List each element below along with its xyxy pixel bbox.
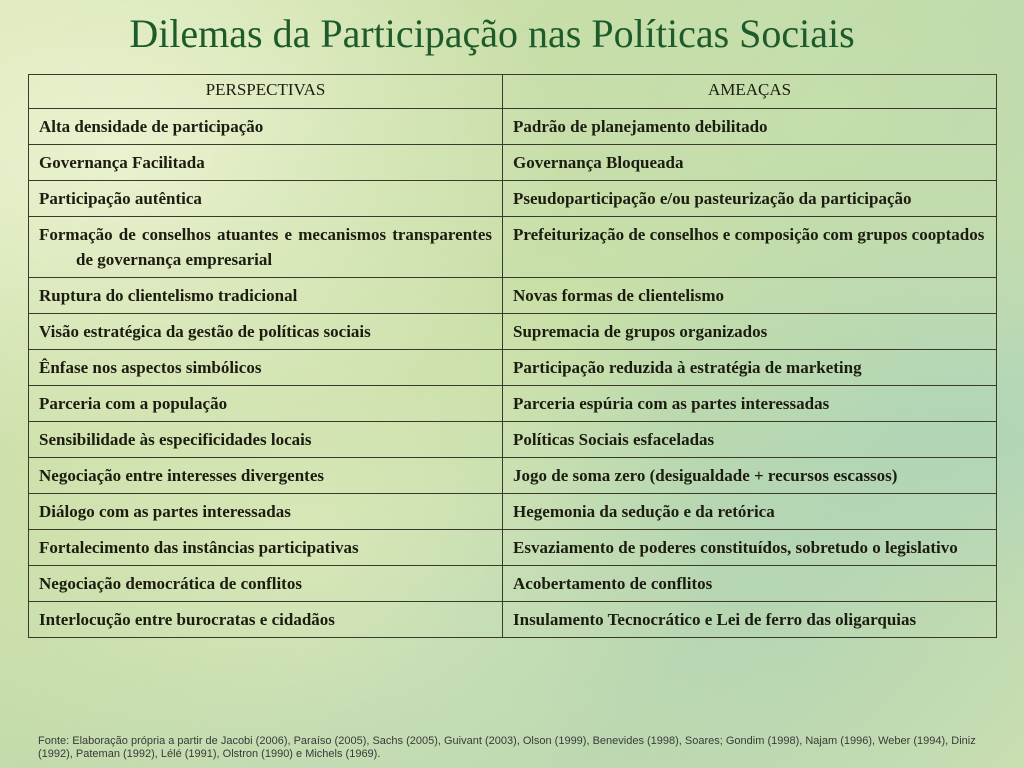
header-ameacas: AMEAÇAS <box>503 75 997 109</box>
table-row <box>29 217 997 278</box>
ameaca-cell: Insulamento Tecnocrático e Lei de ferro das oligarquias <box>503 602 997 638</box>
slide-title: Dilemas da Participação nas Políticas Sociais <box>129 11 855 56</box>
perspectiva-cell: Alta densidade de participação <box>29 109 503 145</box>
ameaca-cell: Pseudoparticipação e/ou pasteurização da participação <box>503 181 997 217</box>
perspectiva-cell: Parceria com a população <box>29 386 503 422</box>
table-row <box>29 350 997 386</box>
table-row <box>29 181 997 217</box>
ameaca-cell: Governança Bloqueada <box>503 145 997 181</box>
perspectiva-cell: Diálogo com as partes interessadas <box>29 494 503 530</box>
ameaca-cell: Parceria espúria com as partes interessadas <box>503 386 997 422</box>
ameaca-cell: Jogo de soma zero (desigualdade + recursos escassos) <box>503 458 997 494</box>
perspectiva-cell: Governança Facilitada <box>29 145 503 181</box>
table-row <box>29 494 997 530</box>
ameaca-cell: Padrão de planejamento debilitado <box>503 109 997 145</box>
perspectiva-cell: Visão estratégica da gestão de políticas sociais <box>29 314 503 350</box>
dilemas-table <box>28 74 997 638</box>
table-row <box>29 386 997 422</box>
perspectiva-cell: Negociação entre interesses divergentes <box>29 458 503 494</box>
perspectiva-cell: Ruptura do clientelismo tradicional <box>29 278 503 314</box>
source-footnote: Fonte: Elaboração própria a partir de Jacobi (2006), Paraíso (2005), Sachs (2005), Guivant (2003), Olson (1999), Benevides (1998), Soares; Gondim (1998), Najam (1996), Weber (1994), Diniz (1992), Pateman (1992), Lélé (1991), Olstron (1990) e Michels (1969). <box>38 735 976 760</box>
table-row <box>29 422 997 458</box>
header-perspectivas: PERSPECTIVAS <box>29 75 503 109</box>
ameaca-cell: Esvaziamento de poderes constituídos, sobretudo o legislativo <box>503 530 997 566</box>
perspectiva-cell: Sensibilidade às especificidades locais <box>29 422 503 458</box>
table-header-row <box>29 75 997 109</box>
table-row <box>29 109 997 145</box>
ameaca-cell: Participação reduzida à estratégia de marketing <box>503 350 997 386</box>
table-row <box>29 145 997 181</box>
ameaca-cell: Hegemonia da sedução e da retórica <box>503 494 997 530</box>
perspectiva-cell: Interlocução entre burocratas e cidadãos <box>29 602 503 638</box>
table-row <box>29 530 997 566</box>
ameaca-cell: Acobertamento de conflitos <box>503 566 997 602</box>
perspectiva-cell: Formação de conselhos atuantes e mecanismos transparentes de governança empresarial <box>29 217 503 278</box>
ameaca-cell: Prefeiturização de conselhos e composição com grupos cooptados <box>503 217 997 278</box>
ameaca-cell: Supremacia de grupos organizados <box>503 314 997 350</box>
table-row <box>29 278 997 314</box>
perspectiva-cell: Negociação democrática de conflitos <box>29 566 503 602</box>
table-row <box>29 602 997 638</box>
ameaca-cell: Novas formas de clientelismo <box>503 278 997 314</box>
table-row <box>29 314 997 350</box>
perspectiva-cell: Fortalecimento das instâncias participativas <box>29 530 503 566</box>
perspectiva-cell: Ênfase nos aspectos simbólicos <box>29 350 503 386</box>
table-row <box>29 458 997 494</box>
perspectiva-cell: Participação autêntica <box>29 181 503 217</box>
ameaca-cell: Políticas Sociais esfaceladas <box>503 422 997 458</box>
table-row <box>29 566 997 602</box>
table-body <box>29 109 997 638</box>
